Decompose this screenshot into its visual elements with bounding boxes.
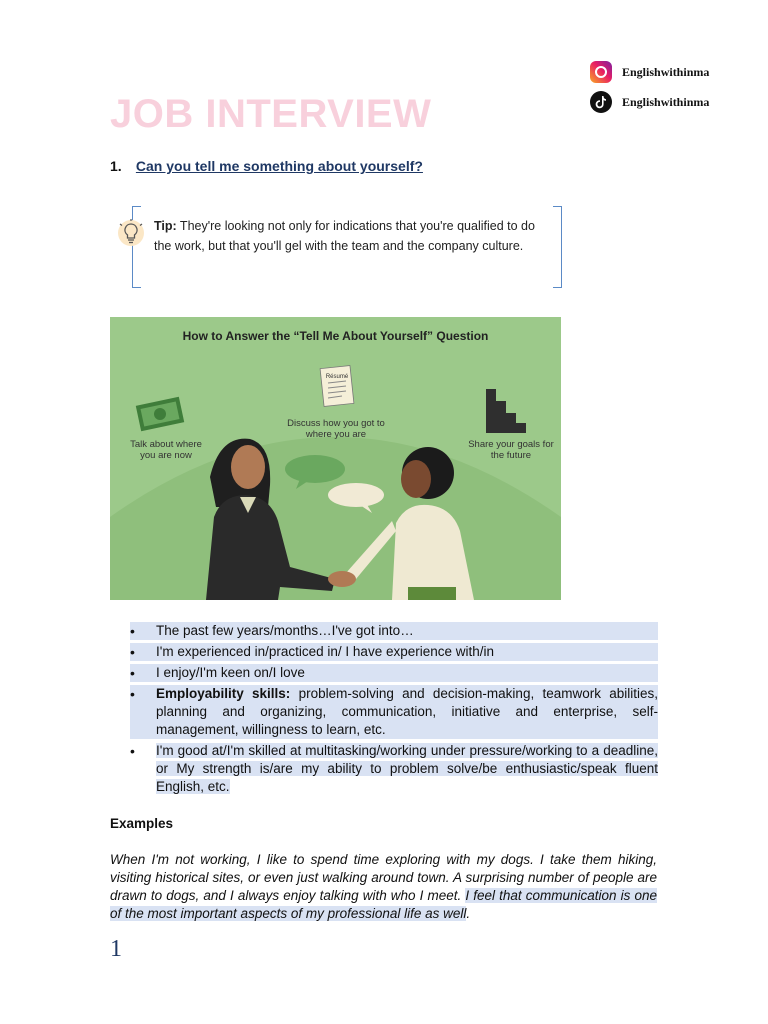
list-item (130, 622, 658, 640)
lightbulb-icon (116, 218, 146, 250)
tips-bullet-list (130, 622, 658, 799)
example-highlighted-text: I feel that communication is one of the most important aspects of my professional life as well (110, 888, 657, 921)
tip-box (112, 206, 562, 288)
list-item (130, 742, 658, 796)
bullet-text: I'm experienced in/practiced in/ I have experience with/in (156, 644, 495, 659)
bullet-text: I enjoy/I'm keen on/I love (156, 665, 305, 680)
social-tiktok (590, 90, 709, 114)
list-item (130, 685, 658, 739)
bullet-text: problem-solving and decision-making, teamwork abilities, planning and organizing, communication, initiative and enterprise, self-management, willingness to learn, etc. (156, 686, 659, 737)
example-paragraph (110, 851, 657, 923)
page-number: 1 (110, 936, 122, 962)
list-item (130, 664, 658, 682)
tip-bracket-right (553, 206, 562, 288)
speech-bubble-cream (328, 483, 384, 507)
tip-body: They're looking not only for indications that you're qualified to do the work, but that you'll gel with the team and the company culture. (154, 219, 535, 253)
tip-label: Tip: (154, 219, 177, 233)
caption-left: Talk about where you are now (130, 439, 202, 461)
examples-heading: Examples (110, 816, 174, 831)
tiktok-handle: Englishwithinma (622, 94, 710, 109)
bullet-text: I'm good at/I'm skilled at multitasking/working under pressure/working to a deadline, or My strength is/are my ability to problem solve/be enthusiastic/speak fluent English, etc. (156, 743, 658, 794)
social-instagram (590, 60, 709, 84)
instagram-icon (590, 61, 612, 83)
page-title: JOB INTERVIEW (110, 92, 432, 136)
tiktok-icon (590, 91, 612, 113)
handshake (328, 571, 356, 587)
list-item (130, 643, 658, 661)
speech-bubble-green (285, 455, 345, 483)
caption-right: Share your goals for the future (468, 439, 554, 461)
bullet-bold-label: Employability skills: (156, 686, 291, 701)
caption-middle: Discuss how you got to where you are (287, 418, 385, 440)
resume-label: Résumé (325, 374, 349, 380)
illustration-heading: How to Answer the “Tell Me About Yourself” Question (182, 329, 489, 343)
tip-text (154, 216, 554, 256)
bullet-text: The past few years/months…I've got into… (156, 623, 414, 638)
example-text: When I'm not working, I like to spend time exploring with my dogs. I take them hiking, visiting historical sites, or even just walking around town. A surprising number of people are drawn to dogs, and I always enjoy talking with who I meet. (110, 852, 657, 903)
tell-me-about-yourself-illustration (110, 317, 561, 600)
question-number: 1. (110, 158, 122, 174)
question-text: Can you tell me something about yourself? (135, 158, 423, 174)
example-end: . (466, 906, 471, 921)
instagram-handle: Englishwithinma (622, 64, 710, 79)
money-icon (136, 397, 184, 432)
stairs-icon (486, 389, 526, 433)
question-heading (110, 158, 423, 174)
